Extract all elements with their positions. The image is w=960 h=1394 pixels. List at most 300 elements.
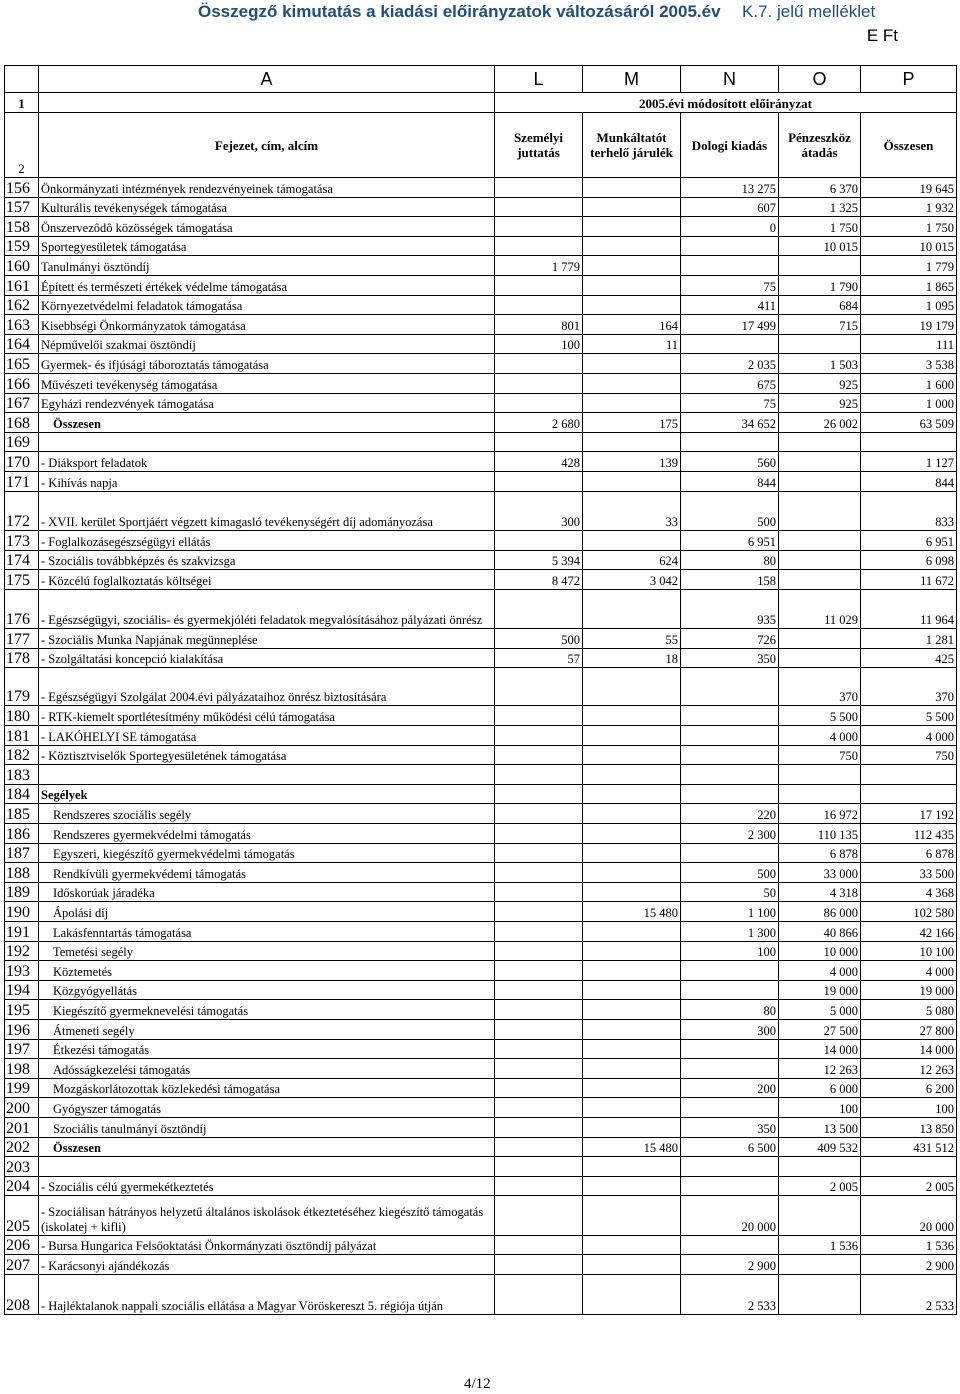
table-row <box>5 531 957 551</box>
contributions-cell <box>583 1098 681 1118</box>
personal-cell: 428 <box>495 452 583 472</box>
contributions-cell: 624 <box>583 550 681 570</box>
table-row <box>5 961 957 981</box>
material-cell <box>681 843 779 863</box>
row-number: 159 <box>5 236 39 256</box>
table-row <box>5 922 957 942</box>
total-cell: 425 <box>861 648 957 668</box>
column-letter-row <box>5 66 957 93</box>
material-cell <box>681 1059 779 1079</box>
material-cell: 17 499 <box>681 315 779 335</box>
transfer-cell: 1 503 <box>779 354 861 374</box>
row-number: 202 <box>5 1137 39 1157</box>
material-cell <box>681 706 779 726</box>
row-number: 157 <box>5 197 39 217</box>
total-cell <box>861 1157 957 1177</box>
row-number: 208 <box>5 1275 39 1315</box>
row-number: 170 <box>5 452 39 472</box>
personal-cell <box>495 531 583 551</box>
material-cell <box>681 1157 779 1177</box>
row-number: 189 <box>5 882 39 902</box>
personal-cell <box>495 668 583 706</box>
table-row <box>5 941 957 961</box>
row-number: 163 <box>5 315 39 335</box>
contributions-cell <box>583 1000 681 1020</box>
row-label: Művészeti tevékenység támogatása <box>39 373 495 393</box>
total-cell: 10 015 <box>861 236 957 256</box>
material-cell: 80 <box>681 550 779 570</box>
total-cell: 63 509 <box>861 413 957 433</box>
contributions-cell: 175 <box>583 413 681 433</box>
row-label: - Egészségügyi Szolgálat 2004.évi pályázataihoz önrész biztosítására <box>39 668 495 706</box>
row-label: Segélyek <box>39 784 495 804</box>
transfer-cell: 26 002 <box>779 413 861 433</box>
row-label: Gyógyszer támogatás <box>39 1098 495 1118</box>
table-row <box>5 275 957 295</box>
material-cell: 500 <box>681 863 779 883</box>
table-row <box>5 334 957 354</box>
table-row <box>5 804 957 824</box>
personal-cell <box>495 804 583 824</box>
material-cell: 20 000 <box>681 1196 779 1236</box>
row-label: - Szociális célú gyermekétkeztetés <box>39 1176 495 1196</box>
material-cell: 1 300 <box>681 922 779 942</box>
row-number: 179 <box>5 668 39 706</box>
row-label: - Szolgáltatási koncepció kialakítása <box>39 648 495 668</box>
row-number: 162 <box>5 295 39 315</box>
material-cell: 2 900 <box>681 1255 779 1275</box>
contributions-cell: 11 <box>583 334 681 354</box>
header-blank <box>39 93 495 113</box>
row-label: Kulturális tevékenységek támogatása <box>39 197 495 217</box>
personal-cell <box>495 1019 583 1039</box>
row-number: 190 <box>5 902 39 922</box>
row-number: 165 <box>5 354 39 374</box>
transfer-cell <box>779 256 861 276</box>
total-cell: 750 <box>861 745 957 765</box>
contributions-cell <box>583 765 681 785</box>
table-row <box>5 1019 957 1039</box>
contributions-cell <box>583 1078 681 1098</box>
row-label: Népművelői szakmai ösztöndíj <box>39 334 495 354</box>
transfer-cell: 4 000 <box>779 961 861 981</box>
transfer-cell: 684 <box>779 295 861 315</box>
row-number: 160 <box>5 256 39 276</box>
contributions-cell <box>583 1176 681 1196</box>
total-cell: 5 500 <box>861 706 957 726</box>
transfer-cell: 6 370 <box>779 178 861 198</box>
personal-cell: 5 394 <box>495 550 583 570</box>
personal-cell <box>495 726 583 746</box>
row-label: Adósságkezelési támogatás <box>39 1059 495 1079</box>
table-row <box>5 980 957 1000</box>
row-label: Önszervezôdô közösségek támogatása <box>39 217 495 237</box>
contributions-cell: 15 480 <box>583 1137 681 1157</box>
row-label: Kiegészítő gyermeknevelési támogatás <box>39 1000 495 1020</box>
material-cell <box>681 256 779 276</box>
row-number: 186 <box>5 824 39 844</box>
total-cell: 431 512 <box>861 1137 957 1157</box>
personal-cell <box>495 589 583 629</box>
personal-cell <box>495 178 583 198</box>
transfer-cell: 19 000 <box>779 980 861 1000</box>
transfer-cell: 2 005 <box>779 1176 861 1196</box>
row-number: 201 <box>5 1117 39 1137</box>
material-cell: 350 <box>681 648 779 668</box>
personal-cell <box>495 1235 583 1255</box>
row-label <box>39 432 495 452</box>
contributions-cell: 18 <box>583 648 681 668</box>
row-number: 173 <box>5 531 39 551</box>
personal-cell <box>495 236 583 256</box>
contributions-cell <box>583 1019 681 1039</box>
row-number: 198 <box>5 1059 39 1079</box>
total-cell: 3 538 <box>861 354 957 374</box>
personal-cell <box>495 1117 583 1137</box>
contributions-cell <box>583 1059 681 1079</box>
transfer-cell <box>779 1255 861 1275</box>
row-number: 204 <box>5 1176 39 1196</box>
row-label: Összesen <box>39 413 495 433</box>
material-cell: 675 <box>681 373 779 393</box>
transfer-cell: 925 <box>779 373 861 393</box>
personal-cell <box>495 275 583 295</box>
material-cell: 80 <box>681 1000 779 1020</box>
personal-cell: 300 <box>495 491 583 531</box>
row-label: - Szociális Munka Napjának megünneplése <box>39 629 495 649</box>
total-cell: 6 200 <box>861 1078 957 1098</box>
material-cell: 935 <box>681 589 779 629</box>
table-row <box>5 315 957 335</box>
material-cell: 34 652 <box>681 413 779 433</box>
total-cell: 19 179 <box>861 315 957 335</box>
table-row <box>5 178 957 198</box>
material-cell: 300 <box>681 1019 779 1039</box>
total-cell: 844 <box>861 471 957 491</box>
personal-cell <box>495 432 583 452</box>
total-cell: 1 281 <box>861 629 957 649</box>
transfer-cell <box>779 629 861 649</box>
row-label: - Egészségügyi, szociális- és gyermekjóléti feladatok megvalósításához pályázati önrész <box>39 589 495 629</box>
contributions-cell: 55 <box>583 629 681 649</box>
total-cell: 2 533 <box>861 1275 957 1315</box>
table-row <box>5 236 957 256</box>
total-cell: 112 435 <box>861 824 957 844</box>
transfer-cell: 13 500 <box>779 1117 861 1137</box>
material-cell: 844 <box>681 471 779 491</box>
material-cell <box>681 784 779 804</box>
transfer-cell: 5 000 <box>779 1000 861 1020</box>
contributions-cell <box>583 1235 681 1255</box>
row-label: - RTK-kiemelt sportlétesítmény működési célú támogatása <box>39 706 495 726</box>
budget-table <box>4 65 957 1315</box>
transfer-cell <box>779 1157 861 1177</box>
total-cell: 100 <box>861 1098 957 1118</box>
transfer-cell <box>779 550 861 570</box>
row-number: 196 <box>5 1019 39 1039</box>
row-label: - Bursa Hungarica Felsőoktatási Önkormányzati ösztöndíj pályázat <box>39 1235 495 1255</box>
column-header-contributions: Munkáltatót terhelő járulék <box>583 113 681 178</box>
table-row <box>5 648 957 668</box>
row-label: - Szociálisan hátrányos helyzetű általános iskolások étkeztetéséhez kiegészítő támogatás (iskolatej + kifli) <box>39 1196 495 1236</box>
row-number: 184 <box>5 784 39 804</box>
transfer-cell: 100 <box>779 1098 861 1118</box>
table-row <box>5 589 957 629</box>
total-cell: 11 964 <box>861 589 957 629</box>
personal-cell <box>495 1176 583 1196</box>
row-number: 2 <box>5 113 39 178</box>
table-row <box>5 256 957 276</box>
row-label: Köztemetés <box>39 961 495 981</box>
contributions-cell <box>583 1039 681 1059</box>
total-cell: 111 <box>861 334 957 354</box>
total-cell: 19 645 <box>861 178 957 198</box>
column-header-personal: Személyi juttatás <box>495 113 583 178</box>
personal-cell <box>495 1196 583 1236</box>
row-label: Kisebbségi Önkormányzatok támogatása <box>39 315 495 335</box>
table-row <box>5 491 957 531</box>
contributions-cell <box>583 1117 681 1137</box>
transfer-cell <box>779 531 861 551</box>
transfer-cell: 1 536 <box>779 1235 861 1255</box>
document-title: Összegző kimutatás a kiadási előirányzatok változásáról 2005.év <box>198 2 721 21</box>
row-number: 194 <box>5 980 39 1000</box>
material-cell <box>681 745 779 765</box>
total-cell <box>861 784 957 804</box>
column-letter: M <box>583 66 681 93</box>
table-row <box>5 570 957 590</box>
row-label: Tanulmányi ösztöndíj <box>39 256 495 276</box>
table-row <box>5 1039 957 1059</box>
total-cell: 6 878 <box>861 843 957 863</box>
transfer-cell: 750 <box>779 745 861 765</box>
transfer-cell <box>779 432 861 452</box>
row-label: - Köztisztviselők Sportegyesületének támogatása <box>39 745 495 765</box>
personal-cell <box>495 1255 583 1275</box>
material-cell <box>681 1176 779 1196</box>
row-label <box>39 765 495 785</box>
table-row <box>5 706 957 726</box>
row-number: 185 <box>5 804 39 824</box>
row-label: Átmeneti segély <box>39 1019 495 1039</box>
row-label: Lakásfenntartás támogatása <box>39 922 495 942</box>
table-row <box>5 1078 957 1098</box>
row-number: 188 <box>5 863 39 883</box>
table-row <box>5 824 957 844</box>
table-row <box>5 629 957 649</box>
total-cell: 6 098 <box>861 550 957 570</box>
material-cell: 75 <box>681 275 779 295</box>
column-letter: L <box>495 66 583 93</box>
contributions-cell <box>583 980 681 1000</box>
row-label: Épített és természeti értékek védelme támogatása <box>39 275 495 295</box>
total-cell: 6 951 <box>861 531 957 551</box>
table-row <box>5 295 957 315</box>
contributions-cell <box>583 882 681 902</box>
material-cell: 1 100 <box>681 902 779 922</box>
transfer-cell <box>779 648 861 668</box>
material-cell: 6 951 <box>681 531 779 551</box>
table-row <box>5 452 957 472</box>
total-cell: 1 127 <box>861 452 957 472</box>
personal-cell <box>495 217 583 237</box>
personal-cell <box>495 1039 583 1059</box>
contributions-cell <box>583 197 681 217</box>
row-label: - Diáksport feladatok <box>39 452 495 472</box>
row-number: 168 <box>5 413 39 433</box>
contributions-cell <box>583 236 681 256</box>
material-cell: 220 <box>681 804 779 824</box>
transfer-cell: 1 325 <box>779 197 861 217</box>
contributions-cell: 3 042 <box>583 570 681 590</box>
table-row <box>5 413 957 433</box>
transfer-cell: 4 318 <box>779 882 861 902</box>
table-row <box>5 1176 957 1196</box>
row-number: 171 <box>5 471 39 491</box>
material-cell <box>681 961 779 981</box>
transfer-cell <box>779 1275 861 1315</box>
total-cell: 11 672 <box>861 570 957 590</box>
material-cell: 726 <box>681 629 779 649</box>
material-cell: 560 <box>681 452 779 472</box>
total-cell: 1 932 <box>861 197 957 217</box>
row-number: 158 <box>5 217 39 237</box>
total-cell: 2 005 <box>861 1176 957 1196</box>
row-label: - Kihívás napja <box>39 471 495 491</box>
row-number: 183 <box>5 765 39 785</box>
row-number: 193 <box>5 961 39 981</box>
transfer-cell <box>779 1196 861 1236</box>
total-cell <box>861 765 957 785</box>
row-number: 166 <box>5 373 39 393</box>
row-number: 169 <box>5 432 39 452</box>
material-cell: 500 <box>681 491 779 531</box>
row-label: - Foglalkozásegészségügyi ellátás <box>39 531 495 551</box>
table-row <box>5 432 957 452</box>
transfer-cell: 1 790 <box>779 275 861 295</box>
row-label: Időskorúak járadéka <box>39 882 495 902</box>
row-number: 205 <box>5 1196 39 1236</box>
material-cell: 0 <box>681 217 779 237</box>
attachment-label: K.7. jelű melléklet <box>742 2 876 21</box>
personal-cell: 1 779 <box>495 256 583 276</box>
row-label: Gyermek- és ifjúsági táboroztatás támogatása <box>39 354 495 374</box>
table-row <box>5 217 957 237</box>
personal-cell: 500 <box>495 629 583 649</box>
material-cell <box>681 980 779 1000</box>
transfer-cell: 110 135 <box>779 824 861 844</box>
contributions-cell <box>583 706 681 726</box>
unit-label: E Ft <box>866 26 898 45</box>
contributions-cell <box>583 843 681 863</box>
row-number: 191 <box>5 922 39 942</box>
column-header-name: Fejezet, cím, alcím <box>39 113 495 178</box>
row-number: 181 <box>5 726 39 746</box>
row-label: - Szociális továbbképzés és szakvizsga <box>39 550 495 570</box>
contributions-cell <box>583 784 681 804</box>
table-row <box>5 843 957 863</box>
contributions-cell <box>583 726 681 746</box>
table-row <box>5 550 957 570</box>
table-row <box>5 373 957 393</box>
row-number: 167 <box>5 393 39 413</box>
row-label: - Közcélú foglalkoztatás költségei <box>39 570 495 590</box>
row-label: - Karácsonyi ajándékozás <box>39 1255 495 1275</box>
transfer-cell: 409 532 <box>779 1137 861 1157</box>
total-cell: 1 536 <box>861 1235 957 1255</box>
header-row-1 <box>5 93 957 113</box>
row-label: Szociális tanulmányi ösztöndíj <box>39 1117 495 1137</box>
transfer-cell: 11 029 <box>779 589 861 629</box>
contributions-cell <box>583 393 681 413</box>
table-row <box>5 1137 957 1157</box>
material-cell: 2 300 <box>681 824 779 844</box>
table-row <box>5 784 957 804</box>
total-cell: 1 000 <box>861 393 957 413</box>
column-letter: O <box>779 66 861 93</box>
personal-cell: 57 <box>495 648 583 668</box>
total-cell: 1 095 <box>861 295 957 315</box>
row-label: Egyszeri, kiegészítő gyermekvédelmi támogatás <box>39 843 495 863</box>
material-cell <box>681 432 779 452</box>
row-number: 182 <box>5 745 39 765</box>
column-letter <box>5 66 39 93</box>
table-row <box>5 1157 957 1177</box>
total-cell: 4 000 <box>861 726 957 746</box>
table-row <box>5 1255 957 1275</box>
personal-cell <box>495 1137 583 1157</box>
contributions-cell <box>583 256 681 276</box>
total-cell: 102 580 <box>861 902 957 922</box>
table-row <box>5 1098 957 1118</box>
transfer-cell: 14 000 <box>779 1039 861 1059</box>
material-cell <box>681 236 779 256</box>
contributions-cell: 33 <box>583 491 681 531</box>
personal-cell <box>495 824 583 844</box>
personal-cell <box>495 1059 583 1079</box>
row-number: 1 <box>5 93 39 113</box>
material-cell <box>681 1098 779 1118</box>
column-header-material: Dologi kiadás <box>681 113 779 178</box>
column-letter: A <box>39 66 495 93</box>
contributions-cell <box>583 804 681 824</box>
material-cell: 13 275 <box>681 178 779 198</box>
material-cell <box>681 765 779 785</box>
material-cell <box>681 1039 779 1059</box>
material-cell: 350 <box>681 1117 779 1137</box>
contributions-cell <box>583 745 681 765</box>
material-cell: 411 <box>681 295 779 315</box>
total-cell: 2 900 <box>861 1255 957 1275</box>
total-cell: 4 000 <box>861 961 957 981</box>
transfer-cell: 12 263 <box>779 1059 861 1079</box>
personal-cell <box>495 1078 583 1098</box>
contributions-cell: 15 480 <box>583 902 681 922</box>
contributions-cell <box>583 1255 681 1275</box>
header-row-2 <box>5 113 957 178</box>
row-number: 175 <box>5 570 39 590</box>
row-number: 178 <box>5 648 39 668</box>
row-label: Közgyógyellátás <box>39 980 495 1000</box>
transfer-cell <box>779 452 861 472</box>
row-label: Rendszeres szociális segély <box>39 804 495 824</box>
table-row <box>5 393 957 413</box>
table-row <box>5 471 957 491</box>
total-cell: 13 850 <box>861 1117 957 1137</box>
contributions-cell <box>583 941 681 961</box>
material-cell: 50 <box>681 882 779 902</box>
row-label: Környezetvédelmi feladatok támogatása <box>39 295 495 315</box>
